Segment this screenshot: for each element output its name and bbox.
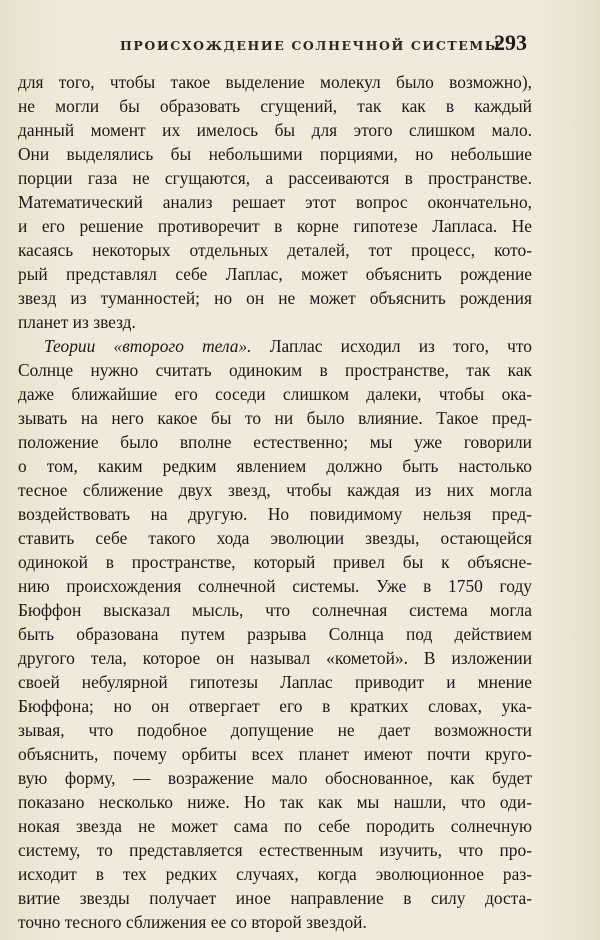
text-line: своей небулярной гипотезы Лаплас приводит и мнение <box>18 672 532 692</box>
text-line: витие звезды получает иное направление в силу доста- <box>18 888 532 908</box>
text-line: Солнце нужно считать одиноким в пространстве, так как <box>18 360 532 380</box>
text-line: показано несколько ниже. Но так как мы нашли, что оди- <box>18 792 532 812</box>
text-line: другого тела, которое он называл «кометой». В изложении <box>18 648 532 668</box>
text-line: Бюффона; но он отвергает его в кратких словах, ука- <box>18 696 532 716</box>
running-head: ПРОИСХОЖДЕНИЕ СОЛНЕЧНОЙ СИСТЕМЫ <box>120 38 502 53</box>
text-line: тесное сближение двух звезд, чтобы каждая из них могла <box>18 480 532 500</box>
text-line: исходит в тех редких случаях, когда эволюционное раз- <box>18 864 532 884</box>
text-line: данный момент их имелось бы для этого слишком мало. <box>18 120 532 140</box>
text-line: Бюффон высказал мысль, что солнечная система могла <box>18 600 532 620</box>
text-line: систему, то представляется естественным изучить, что про- <box>18 840 532 860</box>
text-run: Лаплас исходил из того, что <box>251 336 532 356</box>
text-line: ставить себе такого хода эволюции звезды, остающейся <box>18 528 532 548</box>
text-line: зывая, что подобное допущение не дает возможности <box>18 720 532 740</box>
text-line: звезд из туманностей; но он не может объяснить рождения <box>18 288 532 308</box>
text-line: нокая звезда не может сама по себе породить солнечную <box>18 816 532 836</box>
section-run-in-heading: Теории «второго тела». <box>44 336 252 356</box>
page-number: 293 <box>494 30 527 55</box>
text-line: даже ближайшие его соседи слишком далеки, чтобы ока- <box>18 384 532 404</box>
text-line: и его решение противоречит в корне гипотезе Лапласа. Не <box>18 216 532 236</box>
text-line: объяснить, почему орбиты всех планет имеют почти круго- <box>18 744 532 764</box>
paragraph-first-line <box>44 334 532 358</box>
text-line: точно тесного сближения ее со второй звездой. <box>18 912 367 932</box>
text-line: зывать на него какое бы то ни было влияние. Такое пред- <box>18 408 532 428</box>
text-line: быть образована путем разрыва Солнца под действием <box>18 624 532 644</box>
text-line: касаясь некоторых отдельных деталей, тот процесс, кото- <box>18 240 532 260</box>
text-line: планет из звезд. <box>18 312 136 332</box>
text-line: одинокой в пространстве, который привел бы к объясне- <box>18 552 532 572</box>
text-line: о том, каким редким явлением должно быть настолько <box>18 456 532 476</box>
text-line: не могли бы образовать сгущений, так как в каждый <box>18 96 532 116</box>
page-header <box>0 30 600 60</box>
text-line: воздействовать на другую. Но повидимому нельзя пред- <box>18 504 532 524</box>
text-line: нию происхождения солнечной системы. Уже в 1750 году <box>18 576 532 596</box>
text-line: Математический анализ решает этот вопрос окончательно, <box>18 192 532 212</box>
text-line: порции газа не сгущаются, а рассеиваются в пространстве. <box>18 168 532 188</box>
text-line: положение было вполне естественно; мы уже говорили <box>18 432 532 452</box>
text-line: для того, чтобы такое выделение молекул было возможно), <box>18 72 532 92</box>
text-line: Они выделялись бы небольшими порциями, но небольшие <box>18 144 532 164</box>
text-line: вую форму, — возражение мало обоснованное, как будет <box>18 768 532 788</box>
text-line: рый представлял себе Лаплас, может объяснить рождение <box>18 264 532 284</box>
